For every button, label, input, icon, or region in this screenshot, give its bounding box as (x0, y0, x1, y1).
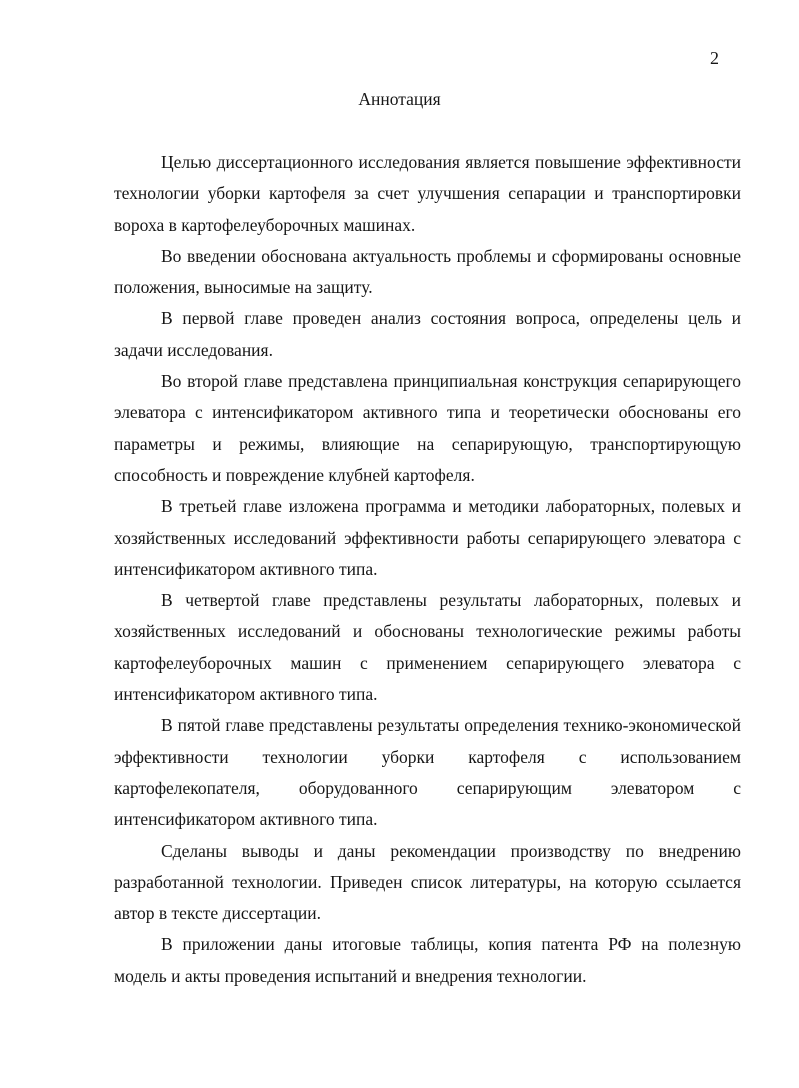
paragraph-chapter-3: В третьей главе изложена программа и методики лабораторных, полевых и хозяйственных исследований эффективности работы сепарирующего элеватора с интенсификатором активного типа. (114, 496, 741, 579)
paragraph-chapter-2: Во второй главе представлена принципиальная конструкция сепарирующего элеватора с интенсификатором активного типа и теоретически обоснованы его параметры и режимы, влияющие на сепарирующую, транспортирующую способность и повреждение клубней картофеля. (114, 371, 741, 485)
paragraph-goal: Целью диссертационного исследования является повышение эффективности технологии уборки картофеля за счет улучшения сепарации и транспортировки вороха в картофелеуборочных машинах. (114, 152, 741, 235)
paragraph-chapter-1: В первой главе проведен анализ состояния вопроса, определены цель и задачи исследования. (114, 308, 741, 360)
paragraph-introduction: Во введении обоснована актуальность проблемы и сформированы основные положения, выносимые на защиту. (114, 245, 741, 298)
paragraph-chapter-5: В пятой главе представлены результаты определения технико-экономической эффективности технологии уборки картофеля с использованием картофелекопателя, оборудованного сепарирующим элеватором с интенсификатором активного типа. (114, 715, 741, 830)
annotation-body (114, 147, 741, 992)
paragraph-conclusions: Сделаны выводы и даны рекомендации производству по внедрению разработанной технологии. Приведен список литературы, на которую ссылается автор в тексте диссертации. (114, 840, 741, 924)
page-title: Аннотация (358, 89, 441, 109)
paragraph-appendix: В приложении даны итоговые таблицы, копия патента РФ на полезную модель и акты проведения испытаний и внедрения технологии. (114, 934, 741, 986)
page-number: 2 (710, 48, 719, 68)
paragraph-chapter-4: В четвертой главе представлены результаты лабораторных, полевых и хозяйственных исследований и обоснованы технологические режимы работы картофелеуборочных машин с применением сепарирующего элеватора с интенсификатором активного типа. (114, 590, 741, 705)
